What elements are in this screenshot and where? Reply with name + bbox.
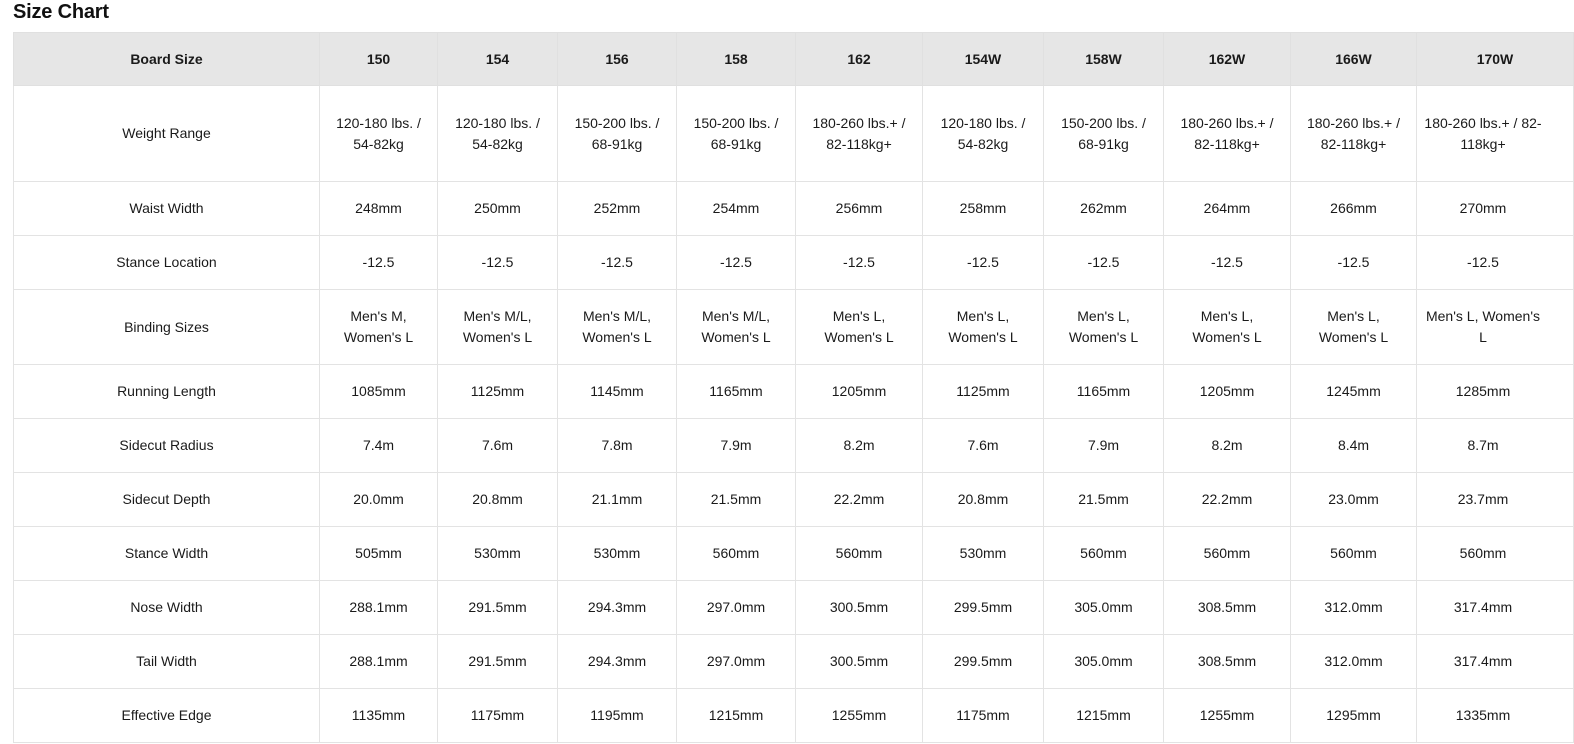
table-cell: 1125mm: [923, 365, 1044, 419]
table-cell: 1215mm: [1044, 689, 1164, 743]
table-cell: 256mm: [796, 182, 923, 236]
table-cell: 317.4mm: [1417, 581, 1574, 635]
page-title: Size Chart: [13, 1, 109, 23]
table-cell: 20.8mm: [923, 473, 1044, 527]
table-cell: 264mm: [1164, 182, 1291, 236]
table-cell: -12.5: [1417, 236, 1574, 290]
table-cell: 1285mm: [1417, 365, 1574, 419]
table-cell: 8.7m: [1417, 419, 1574, 473]
table-row-sidecut-radius: [14, 419, 1574, 473]
header-board-size: Board Size: [14, 33, 320, 86]
row-label: Stance Width: [14, 527, 320, 581]
row-label: Binding Sizes: [14, 290, 320, 365]
table-row-nose-width: [14, 581, 1574, 635]
header-size-158: 158: [677, 33, 796, 86]
table-row-stance-location: [14, 236, 1574, 290]
table-cell: 297.0mm: [677, 635, 796, 689]
table-cell: 530mm: [558, 527, 677, 581]
header-size-162w: 162W: [1164, 33, 1291, 86]
table-cell: -12.5: [558, 236, 677, 290]
table-cell: Men's M, Women's L: [320, 290, 438, 365]
table-cell: Men's L, Women's L: [796, 290, 923, 365]
table-cell: 1205mm: [1164, 365, 1291, 419]
row-label: Stance Location: [14, 236, 320, 290]
table-cell: Men's M/L, Women's L: [677, 290, 796, 365]
table-cell: 312.0mm: [1291, 581, 1417, 635]
table-cell: 1295mm: [1291, 689, 1417, 743]
table-cell: 305.0mm: [1044, 635, 1164, 689]
table-cell: 530mm: [438, 527, 558, 581]
table-cell: 308.5mm: [1164, 581, 1291, 635]
table-cell: 258mm: [923, 182, 1044, 236]
table-row-sidecut-depth: [14, 473, 1574, 527]
table-cell: 23.0mm: [1291, 473, 1417, 527]
table-cell: Men's M/L, Women's L: [438, 290, 558, 365]
table-cell: 505mm: [320, 527, 438, 581]
table-cell: 1145mm: [558, 365, 677, 419]
table-cell: 20.0mm: [320, 473, 438, 527]
table-cell: 291.5mm: [438, 581, 558, 635]
row-label: Sidecut Depth: [14, 473, 320, 527]
table-cell: 180-260 lbs.+ / 82-118kg+: [796, 86, 923, 182]
table-cell: 180-260 lbs.+ / 82-118kg+: [1291, 86, 1417, 182]
table-row-waist-width: [14, 182, 1574, 236]
table-cell: 21.5mm: [677, 473, 796, 527]
header-row: [14, 33, 1574, 86]
header-size-162: 162: [796, 33, 923, 86]
table-cell: 7.8m: [558, 419, 677, 473]
table-cell: 1175mm: [438, 689, 558, 743]
table-cell: 300.5mm: [796, 635, 923, 689]
row-label: Tail Width: [14, 635, 320, 689]
table-cell: -12.5: [677, 236, 796, 290]
table-cell: 560mm: [1417, 527, 1574, 581]
table-cell: -12.5: [796, 236, 923, 290]
table-cell: 8.4m: [1291, 419, 1417, 473]
table-cell: 150-200 lbs. / 68-91kg: [677, 86, 796, 182]
table-cell: 248mm: [320, 182, 438, 236]
table-cell: -12.5: [1164, 236, 1291, 290]
table-cell: 560mm: [677, 527, 796, 581]
table-cell: 288.1mm: [320, 581, 438, 635]
table-cell: 1195mm: [558, 689, 677, 743]
table-cell: Men's L, Women's L: [923, 290, 1044, 365]
table-cell: -12.5: [1044, 236, 1164, 290]
table-cell: 7.4m: [320, 419, 438, 473]
row-label: Weight Range: [14, 86, 320, 182]
table-cell: 180-260 lbs.+ / 82-118kg+: [1164, 86, 1291, 182]
table-cell: 20.8mm: [438, 473, 558, 527]
table-cell: 150-200 lbs. / 68-91kg: [1044, 86, 1164, 182]
row-label: Sidecut Radius: [14, 419, 320, 473]
row-label: Effective Edge: [14, 689, 320, 743]
table-cell: 180-260 lbs.+ / 82-118kg+: [1417, 86, 1574, 182]
table-cell: 8.2m: [796, 419, 923, 473]
table-cell: Men's L, Women's L: [1164, 290, 1291, 365]
table-row-weight-range: [14, 86, 1574, 182]
table-cell: 312.0mm: [1291, 635, 1417, 689]
table-row-tail-width: [14, 635, 1574, 689]
table-row-binding-sizes: [14, 290, 1574, 365]
table-cell: 262mm: [1044, 182, 1164, 236]
table-cell: Men's L, Women's L: [1417, 290, 1574, 365]
table-cell: -12.5: [320, 236, 438, 290]
table-cell: 308.5mm: [1164, 635, 1291, 689]
table-cell: -12.5: [438, 236, 558, 290]
table-cell: 1085mm: [320, 365, 438, 419]
table-cell: 21.1mm: [558, 473, 677, 527]
table-cell: 299.5mm: [923, 581, 1044, 635]
header-size-150: 150: [320, 33, 438, 86]
table-cell: 1255mm: [1164, 689, 1291, 743]
table-cell: 1205mm: [796, 365, 923, 419]
header-size-154w: 154W: [923, 33, 1044, 86]
table-cell: 1135mm: [320, 689, 438, 743]
table-cell: 7.9m: [677, 419, 796, 473]
table-cell: 266mm: [1291, 182, 1417, 236]
table-cell: 23.7mm: [1417, 473, 1574, 527]
header-size-156: 156: [558, 33, 677, 86]
table-cell: 299.5mm: [923, 635, 1044, 689]
table-cell: 560mm: [1164, 527, 1291, 581]
table-cell: 297.0mm: [677, 581, 796, 635]
table-cell: 294.3mm: [558, 635, 677, 689]
table-cell: -12.5: [923, 236, 1044, 290]
table-cell: 530mm: [923, 527, 1044, 581]
row-label: Nose Width: [14, 581, 320, 635]
table-cell: 1165mm: [677, 365, 796, 419]
table-cell: 317.4mm: [1417, 635, 1574, 689]
table-row-effective-edge: [14, 689, 1574, 743]
row-label: Running Length: [14, 365, 320, 419]
header-size-154: 154: [438, 33, 558, 86]
table-cell: 300.5mm: [796, 581, 923, 635]
table-cell: 7.9m: [1044, 419, 1164, 473]
table-cell: Men's L, Women's L: [1044, 290, 1164, 365]
table-cell: 1175mm: [923, 689, 1044, 743]
table-cell: 150-200 lbs. / 68-91kg: [558, 86, 677, 182]
table-cell: 120-180 lbs. / 54-82kg: [438, 86, 558, 182]
table-body: [14, 86, 1574, 743]
table-cell: 1335mm: [1417, 689, 1574, 743]
table-cell: 252mm: [558, 182, 677, 236]
table-cell: 560mm: [1044, 527, 1164, 581]
table-cell: Men's M/L, Women's L: [558, 290, 677, 365]
table-cell: 560mm: [1291, 527, 1417, 581]
table-cell: 120-180 lbs. / 54-82kg: [320, 86, 438, 182]
table-cell: 22.2mm: [1164, 473, 1291, 527]
table-cell: 291.5mm: [438, 635, 558, 689]
table-cell: 254mm: [677, 182, 796, 236]
table-cell: Men's L, Women's L: [1291, 290, 1417, 365]
header-size-170w: 170W: [1417, 33, 1574, 86]
table-cell: 7.6m: [438, 419, 558, 473]
table-row-running-length: [14, 365, 1574, 419]
header-size-158w: 158W: [1044, 33, 1164, 86]
table-cell: 270mm: [1417, 182, 1574, 236]
table-cell: 7.6m: [923, 419, 1044, 473]
table-cell: 560mm: [796, 527, 923, 581]
row-label: Waist Width: [14, 182, 320, 236]
table-cell: 305.0mm: [1044, 581, 1164, 635]
table-cell: 294.3mm: [558, 581, 677, 635]
table-cell: 8.2m: [1164, 419, 1291, 473]
table-cell: 1165mm: [1044, 365, 1164, 419]
table-cell: 250mm: [438, 182, 558, 236]
table-cell: 21.5mm: [1044, 473, 1164, 527]
table-cell: 1255mm: [796, 689, 923, 743]
header-size-166w: 166W: [1291, 33, 1417, 86]
table-cell: 22.2mm: [796, 473, 923, 527]
table-cell: 1125mm: [438, 365, 558, 419]
size-chart-table-container[interactable]: [13, 32, 1542, 743]
size-chart-table: [13, 32, 1574, 743]
table-header: [14, 33, 1574, 86]
table-cell: 120-180 lbs. / 54-82kg: [923, 86, 1044, 182]
table-cell: 288.1mm: [320, 635, 438, 689]
table-cell: 1215mm: [677, 689, 796, 743]
table-cell: 1245mm: [1291, 365, 1417, 419]
table-cell: -12.5: [1291, 236, 1417, 290]
table-row-stance-width: [14, 527, 1574, 581]
